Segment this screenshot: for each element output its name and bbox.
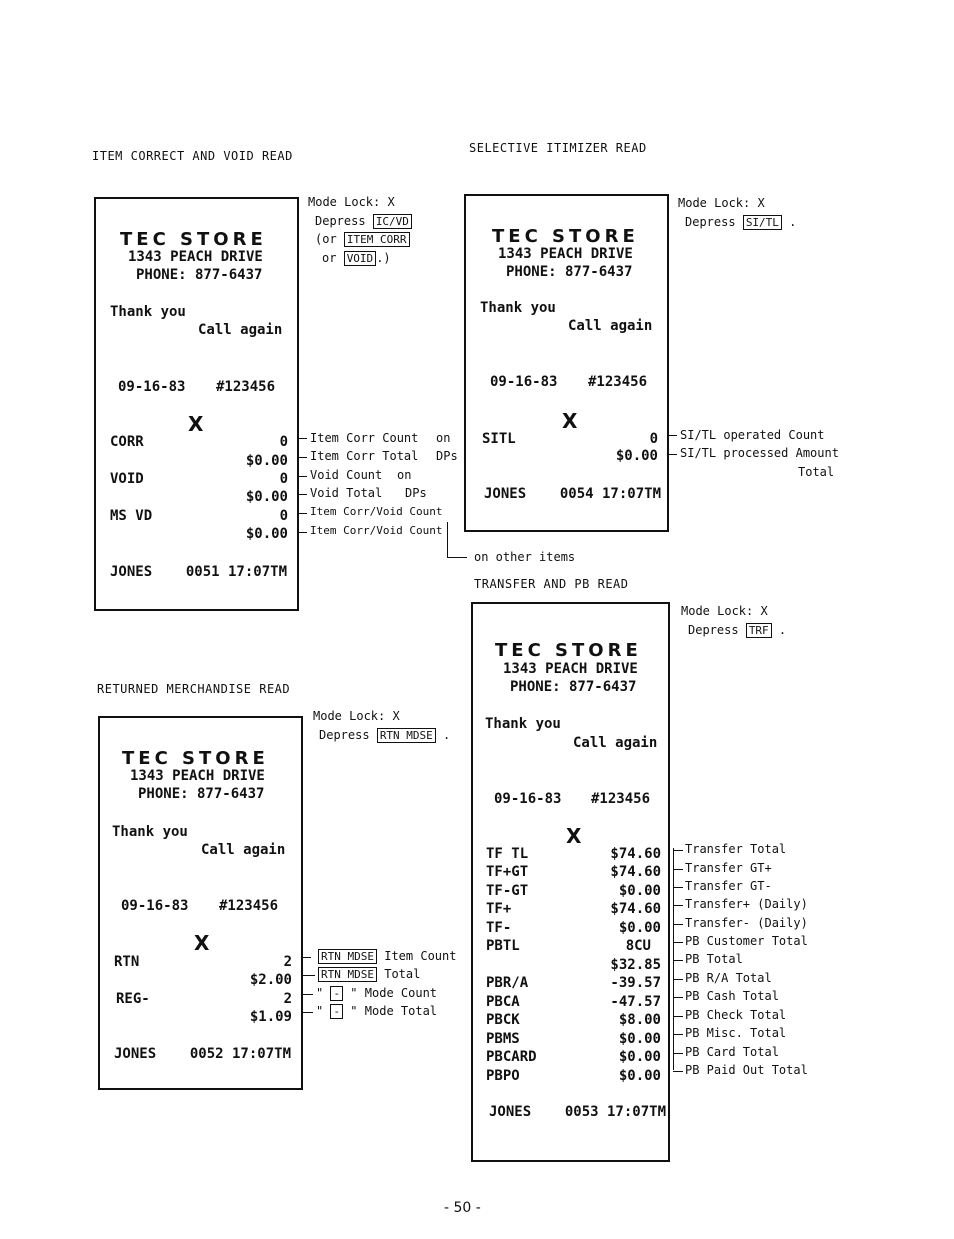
- row-label: MS VD: [110, 508, 153, 524]
- row-value: $0.00: [245, 489, 288, 505]
- store-name: TEC STORE: [122, 748, 269, 769]
- annotation-minus-mode-total: " - " Mode Total: [316, 1004, 438, 1018]
- depress-instruction: Depress TRF .: [688, 623, 787, 637]
- row-value: 0: [279, 434, 288, 450]
- leader-line: [673, 979, 683, 980]
- leader-line: [447, 557, 467, 558]
- call-again-text: Call again: [198, 322, 283, 338]
- annotation-on: on: [436, 431, 451, 445]
- or-instruction: [315, 232, 410, 246]
- x-mark: X: [562, 409, 578, 433]
- annotation-transfer-pb: PB R/A Total: [685, 971, 772, 985]
- mode-lock-text: Mode Lock: X: [313, 709, 400, 723]
- row-label: SITL: [482, 431, 516, 447]
- annotation-item-corr-count: Item Corr Count: [310, 431, 419, 445]
- leader-line: [673, 1053, 683, 1054]
- annotation-transfer-pb: PB Misc. Total: [685, 1026, 787, 1040]
- date-text: 09-16-83: [494, 791, 562, 807]
- leader-line: [301, 975, 315, 976]
- depress-instruction: Depress RTN MDSE .: [319, 728, 451, 742]
- annotation-text: Item Count: [384, 949, 457, 963]
- store-phone: PHONE: 877-6437: [138, 786, 265, 802]
- leader-line: [673, 905, 683, 906]
- x-mark: X: [188, 412, 204, 436]
- leader-line: [673, 960, 683, 961]
- store-phone: PHONE: 877-6437: [510, 679, 637, 695]
- annotation-transfer-pb: PB Customer Total: [685, 934, 808, 948]
- store-name: TEC STORE: [492, 226, 639, 247]
- annotation-rtn-item-count: [318, 949, 456, 963]
- leader-line: [297, 438, 307, 439]
- minus-key: -: [330, 1004, 343, 1019]
- row-value: -39.57: [610, 975, 661, 991]
- row-label: CORR: [110, 434, 144, 450]
- leader-line: [297, 532, 307, 533]
- store-name: TEC STORE: [120, 229, 267, 250]
- row-value: $0.00: [618, 1049, 661, 1065]
- annotation-transfer-pb: Transfer- (Daily): [685, 916, 808, 930]
- si-tl-key: SI/TL: [743, 215, 782, 230]
- leader-line: [673, 1071, 683, 1072]
- row-label: TF-: [486, 920, 512, 936]
- leader-line: [673, 869, 683, 870]
- annotation-transfer-pb: Transfer Total: [685, 842, 787, 856]
- annotation-item-corr-total: Item Corr Total: [310, 449, 419, 463]
- call-again-text: Call again: [573, 735, 658, 751]
- annotation-transfer-pb: Transfer GT-: [685, 879, 772, 893]
- row-value: $0.00: [245, 453, 288, 469]
- thanks-text: Thank you: [112, 824, 188, 840]
- annotation-rtn-total: [318, 967, 420, 981]
- receipt-footer: JONES 0052 17:07TM: [114, 1046, 292, 1062]
- receipt-item-correct-void: [94, 197, 299, 611]
- row-label: PBMS: [486, 1031, 520, 1047]
- leader-line: [301, 957, 311, 958]
- thanks-text: Thank you: [110, 304, 186, 320]
- row-value: 0: [649, 431, 658, 447]
- depress-label: Depress: [685, 215, 736, 229]
- annotation-total: Total: [798, 465, 835, 479]
- leader-line: [673, 1034, 683, 1035]
- row-value: $0.00: [618, 1031, 661, 1047]
- call-again-text: Call again: [201, 842, 286, 858]
- annotation-text: Mode Total: [364, 1004, 438, 1018]
- mode-lock-text: Mode Lock: X: [678, 196, 765, 210]
- annotation-transfer-pb: Transfer GT+: [685, 861, 772, 875]
- leader-line: [673, 850, 683, 851]
- receipt-number: #123456: [588, 374, 648, 390]
- row-label: VOID: [110, 471, 144, 487]
- leader-line: [673, 997, 683, 998]
- row-label: TF+: [486, 901, 512, 917]
- thanks-text: Thank you: [480, 300, 556, 316]
- row-label: TF+GT: [486, 864, 529, 880]
- annotation-transfer-pb: PB Total: [685, 952, 743, 966]
- annotation-transfer-pb: PB Paid Out Total: [685, 1063, 808, 1077]
- row-label: TF-GT: [486, 883, 529, 899]
- void-key: VOID: [344, 251, 377, 266]
- annotation-minus-mode-count: " - " Mode Count: [316, 986, 438, 1000]
- annotation-other-items: on other items: [474, 550, 576, 564]
- leader-line: [297, 476, 307, 477]
- annotation-item-corr-void-count: Item Corr/Void Count: [310, 524, 443, 537]
- store-name: TEC STORE: [495, 640, 642, 661]
- receipt-footer: JONES 0054 17:07TM: [484, 486, 662, 502]
- row-value: 0: [279, 471, 288, 487]
- row-label: PBCA: [486, 994, 520, 1010]
- depress-label: Depress: [315, 214, 366, 228]
- annotation-si-tl-count: SI/TL operated Count: [680, 428, 825, 442]
- depress-label: Depress: [319, 728, 370, 742]
- receipt-number: #123456: [219, 898, 279, 914]
- bracket-line: [297, 431, 298, 533]
- or-instruction: [322, 251, 391, 265]
- leader-line: [673, 1016, 683, 1017]
- leader-line: [667, 454, 677, 455]
- row-label: PBCARD: [486, 1049, 537, 1065]
- store-address: 1343 PEACH DRIVE: [503, 661, 638, 677]
- or-label: (or: [315, 232, 337, 246]
- heading-selective-itemizer: SELECTIVE ITIMIZER READ: [469, 141, 647, 155]
- annotation-on: on: [397, 468, 412, 482]
- heading-transfer-pb: TRANSFER AND PB READ: [474, 577, 629, 591]
- row-label: PBCK: [486, 1012, 520, 1028]
- depress-instruction: Depress SI/TL .: [685, 215, 797, 229]
- leader-line: [673, 924, 683, 925]
- store-address: 1343 PEACH DRIVE: [128, 249, 263, 265]
- bracket-line: [673, 848, 674, 1070]
- trf-key: TRF: [746, 623, 772, 638]
- row-value: $0.00: [245, 526, 288, 542]
- close-paren: .): [376, 251, 391, 265]
- annotation-transfer-pb: Transfer+ (Daily): [685, 897, 808, 911]
- store-address: 1343 PEACH DRIVE: [130, 768, 265, 784]
- heading-item-correct-void: ITEM CORRECT AND VOID READ: [92, 149, 293, 163]
- rtn-mdse-key: RTN MDSE: [377, 728, 436, 743]
- row-value: $0.00: [618, 1068, 661, 1084]
- store-phone: PHONE: 877-6437: [136, 267, 263, 283]
- x-mark: X: [194, 931, 210, 955]
- row-value: 2: [283, 954, 292, 970]
- row-value: $32.85: [610, 957, 661, 973]
- mode-lock-text: Mode Lock: X: [308, 195, 395, 209]
- rtn-mdse-key: RTN MDSE: [318, 949, 377, 964]
- leader-line: [297, 457, 307, 458]
- receipt-number: #123456: [591, 791, 651, 807]
- leader-line: [301, 994, 313, 995]
- row-label: PBPO: [486, 1068, 520, 1084]
- leader-line: [301, 1012, 313, 1013]
- minus-key: -: [330, 986, 343, 1001]
- annotation-item-corr-void-count: Item Corr/Void Count: [310, 505, 443, 518]
- row-label: PBR/A: [486, 975, 529, 991]
- leader-line: [297, 513, 307, 514]
- call-again-text: Call again: [568, 318, 653, 334]
- heading-returned-merch: RETURNED MERCHANDISE READ: [97, 682, 291, 696]
- row-label: RTN: [114, 954, 140, 970]
- row-value: $0.00: [618, 883, 661, 899]
- row-value: $8.00: [618, 1012, 661, 1028]
- leader-line: [297, 494, 307, 495]
- row-value: $0.00: [615, 448, 658, 464]
- item-corr-key: ITEM CORR: [344, 232, 410, 247]
- row-value: -47.57: [610, 994, 661, 1010]
- row-label: PBTL: [486, 938, 520, 954]
- mode-lock-text: Mode Lock: X: [681, 604, 768, 618]
- row-value: 8CU: [625, 938, 651, 954]
- date-text: 09-16-83: [490, 374, 558, 390]
- page-number: - 50 -: [444, 1200, 481, 1216]
- row-value: $74.60: [610, 901, 661, 917]
- annotation-si-tl-amount: SI/TL processed Amount: [680, 446, 839, 460]
- row-value: $74.60: [610, 846, 661, 862]
- annotation-transfer-pb: PB Check Total: [685, 1008, 787, 1022]
- bracket-line: [447, 522, 448, 557]
- thanks-text: Thank you: [485, 716, 561, 732]
- leader-line: [673, 887, 683, 888]
- leader-line: [673, 942, 683, 943]
- annotation-void-total: Void Total: [310, 486, 383, 500]
- receipt-number: #123456: [216, 379, 276, 395]
- depress-instruction: [315, 214, 412, 228]
- row-value: $74.60: [610, 864, 661, 880]
- store-phone: PHONE: 877-6437: [506, 264, 633, 280]
- row-label: REG-: [116, 991, 150, 1007]
- row-value: 2: [283, 991, 292, 1007]
- annotation-transfer-pb: PB Cash Total: [685, 989, 779, 1003]
- ic-vd-key: IC/VD: [373, 214, 412, 229]
- store-address: 1343 PEACH DRIVE: [498, 246, 633, 262]
- annotation-void-count: Void Count: [310, 468, 383, 482]
- annotation-transfer-pb: PB Card Total: [685, 1045, 779, 1059]
- receipt-transfer-pb: [471, 602, 670, 1162]
- row-value: $1.09: [249, 1009, 292, 1025]
- depress-label: Depress: [688, 623, 739, 637]
- receipt-returned-merch: [98, 716, 303, 1090]
- row-label: TF TL: [486, 846, 529, 862]
- annotation-dps: DPs: [436, 449, 458, 463]
- receipt-footer: JONES 0051 17:07TM: [110, 564, 288, 580]
- annotation-dps: DPs: [405, 486, 427, 500]
- row-value: $0.00: [618, 920, 661, 936]
- row-value: $2.00: [249, 972, 292, 988]
- receipt-selective-itemizer: [464, 194, 669, 532]
- x-mark: X: [566, 824, 582, 848]
- rtn-mdse-key: RTN MDSE: [318, 967, 377, 982]
- date-text: 09-16-83: [121, 898, 189, 914]
- annotation-text: Total: [384, 967, 421, 981]
- row-value: 0: [279, 508, 288, 524]
- receipt-footer: JONES 0053 17:07TM: [489, 1104, 667, 1120]
- date-text: 09-16-83: [118, 379, 186, 395]
- annotation-text: Mode Count: [364, 986, 438, 1000]
- leader-line: [667, 435, 677, 436]
- or-label: or: [322, 251, 337, 265]
